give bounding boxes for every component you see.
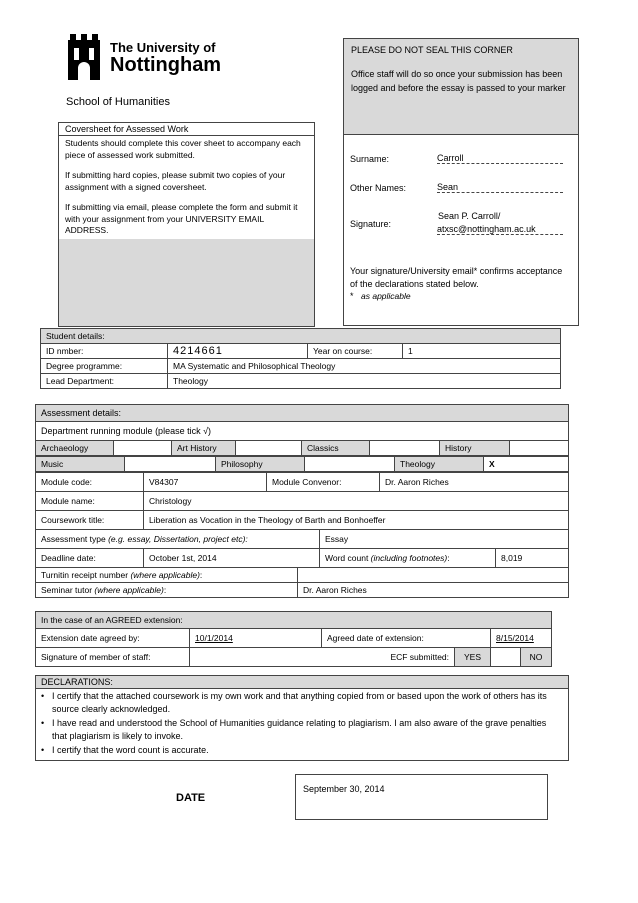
corner-title: PLEASE DO NOT SEAL THIS CORNER (351, 45, 513, 55)
tutor-label: Seminar tutor (41, 585, 95, 595)
staff-signature-field[interactable] (190, 648, 455, 667)
ecf-no-option[interactable]: NO (521, 648, 552, 667)
declaration-item-2 (36, 715, 568, 742)
acceptance-note: Your signature/University email* confirms acceptance of the declarations stated below. (350, 266, 563, 289)
wordcount-label-cell (320, 549, 496, 568)
module-code-label: Module code: (36, 473, 144, 492)
history-label: History (440, 441, 510, 456)
wordcount-field[interactable]: 8,019 (496, 549, 569, 568)
id-label: ID nmber: (41, 344, 168, 359)
philosophy-label: Philosophy (216, 457, 305, 472)
deadline-label: Deadline date: (36, 549, 144, 568)
wordcount-label: Word count (325, 553, 371, 563)
corner-text: Office staff will do so once your submission has been logged and before the essay is passed to your marker (351, 69, 566, 93)
ecf-label: ECF submitted: (390, 652, 450, 662)
wordcount-hint: (including footnotes) (370, 553, 448, 563)
signature-field[interactable]: atxsc@nottingham.ac.uk (437, 224, 563, 235)
coversheet-box (58, 122, 315, 327)
department-label: Lead Department: (41, 374, 168, 389)
module-code-field[interactable]: V84307 (144, 473, 267, 492)
extension-table (35, 611, 552, 667)
turnitin-label: Turnitin receipt number (41, 570, 131, 580)
philosophy-tick[interactable] (305, 457, 395, 472)
deadline-value: October 1st, 2014 (149, 553, 217, 563)
theology-tick[interactable]: X (484, 457, 569, 472)
coursework-label: Coursework title: (36, 511, 144, 530)
programme-field[interactable]: MA Systematic and Philosophical Theology (168, 359, 561, 374)
coversheet-title: Coversheet for Assessed Work (59, 123, 314, 136)
turnitin-hint: (where applicable) (130, 570, 200, 580)
coversheet-p2: If submitting hard copies, please submit two copies of your assignment with a signed coversheet. (65, 170, 286, 192)
school-name: School of Humanities (66, 96, 170, 108)
tutor-label-cell (36, 583, 298, 598)
department-field[interactable]: Theology (168, 374, 561, 389)
deadline-table (35, 548, 569, 568)
assessment-type-label: Assessment type (41, 534, 109, 544)
coversheet-p1: Students should complete this cover sheet to accompany each piece of assessed work submitted. (65, 138, 301, 160)
surname-label: Surname: (350, 154, 390, 164)
bullet-icon: • (41, 691, 45, 701)
tutor-hint: (where applicable) (94, 585, 164, 595)
wordcount-colon: : (447, 553, 450, 563)
archaeology-label: Archaeology (36, 441, 114, 456)
turnitin-label-cell (36, 568, 298, 583)
module-name-field[interactable]: Christology (144, 492, 569, 511)
extension-title: In the case of an AGREED extension: (36, 612, 552, 629)
ecf-yes-box[interactable] (491, 648, 521, 667)
bullet-icon: • (41, 718, 45, 728)
student-details-title: Student details: (41, 329, 561, 344)
agreed-date-label: Agreed date of extension: (322, 629, 491, 648)
surname-field[interactable]: Carroll (437, 153, 563, 164)
agreed-by-field[interactable]: 10/1/2014 (190, 629, 322, 648)
date-value: September 30, 2014 (303, 784, 385, 794)
logo-line1: The University of (110, 40, 216, 55)
declaration-text-3: I certify that the word count is accurate. (52, 745, 209, 755)
archaeology-tick[interactable] (114, 441, 172, 456)
programme-label: Degree programme: (41, 359, 168, 374)
id-field[interactable]: 4214661 (168, 344, 308, 359)
theology-label: Theology (395, 457, 484, 472)
dept-module-label: Department running module (please tick √) (35, 421, 569, 441)
coursework-field[interactable]: Liberation as Vocation in the Theology of Barth and Bonhoeffer (144, 511, 569, 530)
other-names-field[interactable]: Sean (437, 182, 563, 193)
music-tick[interactable] (125, 457, 216, 472)
convenor-field[interactable]: Dr. Aaron Riches (380, 473, 569, 492)
tutor-field[interactable]: Dr. Aaron Riches (298, 583, 569, 598)
assessment-type-hint: (e.g. essay, Dissertation, project etc): (108, 534, 248, 544)
turnitin-table (35, 567, 569, 598)
agreed-by-label: Extension date agreed by: (36, 629, 190, 648)
tutor-colon: : (163, 585, 167, 595)
department-tick-row2 (35, 456, 569, 472)
history-tick[interactable] (510, 441, 569, 456)
music-label: Music (36, 457, 125, 472)
classics-label: Classics (302, 441, 370, 456)
staff-signature-label: Signature of member of staff: (36, 648, 190, 667)
footnote: as applicable (361, 291, 411, 301)
year-field[interactable]: 1 (403, 344, 561, 359)
declaration-text-1: I certify that the attached coursework is my own work and that anything copied from or based upon the work of others has its source clearly acknowledged. (52, 691, 547, 714)
student-details-table (40, 328, 561, 389)
corner-notice (344, 39, 578, 135)
turnitin-field[interactable] (298, 568, 569, 583)
logo-line2: Nottingham (110, 54, 222, 76)
deadline-field[interactable] (144, 549, 320, 568)
signature-label: Signature: (350, 219, 392, 229)
department-tick-row1 (35, 440, 569, 456)
classics-tick[interactable] (370, 441, 440, 456)
module-table (35, 472, 569, 530)
module-name-label: Module name: (36, 492, 144, 511)
bullet-icon: • (41, 745, 45, 755)
declaration-item-3 (36, 742, 568, 757)
assessment-type-label-cell (36, 530, 320, 549)
convenor-label: Module Convenor: (267, 473, 380, 492)
footnote-star: * (350, 291, 354, 301)
other-names-label: Other Names: (350, 183, 407, 193)
assessment-title: Assessment details: (35, 404, 569, 422)
declaration-text-2: I have read and understood the School of Humanities guidance relating to plagiarism. I am also aware of the grave penalties that plagiarism is likely to invoke. (52, 718, 547, 741)
coversheet-instructions (59, 136, 314, 239)
turnitin-colon: : (199, 570, 203, 580)
signature-line1: Sean P. Carroll/ (438, 211, 501, 221)
agreed-date-field[interactable]: 8/15/2014 (491, 629, 552, 648)
date-box[interactable] (295, 774, 548, 820)
declarations-title: DECLARATIONS: (36, 676, 568, 689)
declarations-box (35, 675, 569, 761)
date-label: DATE (176, 792, 206, 804)
assessment-type-table (35, 529, 569, 549)
art-history-label: Art History (172, 441, 236, 456)
castle-crest-icon (66, 34, 102, 80)
assessment-type-field[interactable]: Essay (320, 530, 569, 549)
declaration-item-1 (36, 689, 568, 715)
year-label: Year on course: (308, 344, 403, 359)
art-history-tick[interactable] (236, 441, 302, 456)
university-logo (66, 34, 226, 82)
coversheet-p3: If submitting via email, please complete the form and submit it with your assignment from your UNIVERSITY EMAIL ADDRESS. (65, 202, 298, 235)
ecf-yes-option[interactable]: YES (455, 648, 491, 667)
